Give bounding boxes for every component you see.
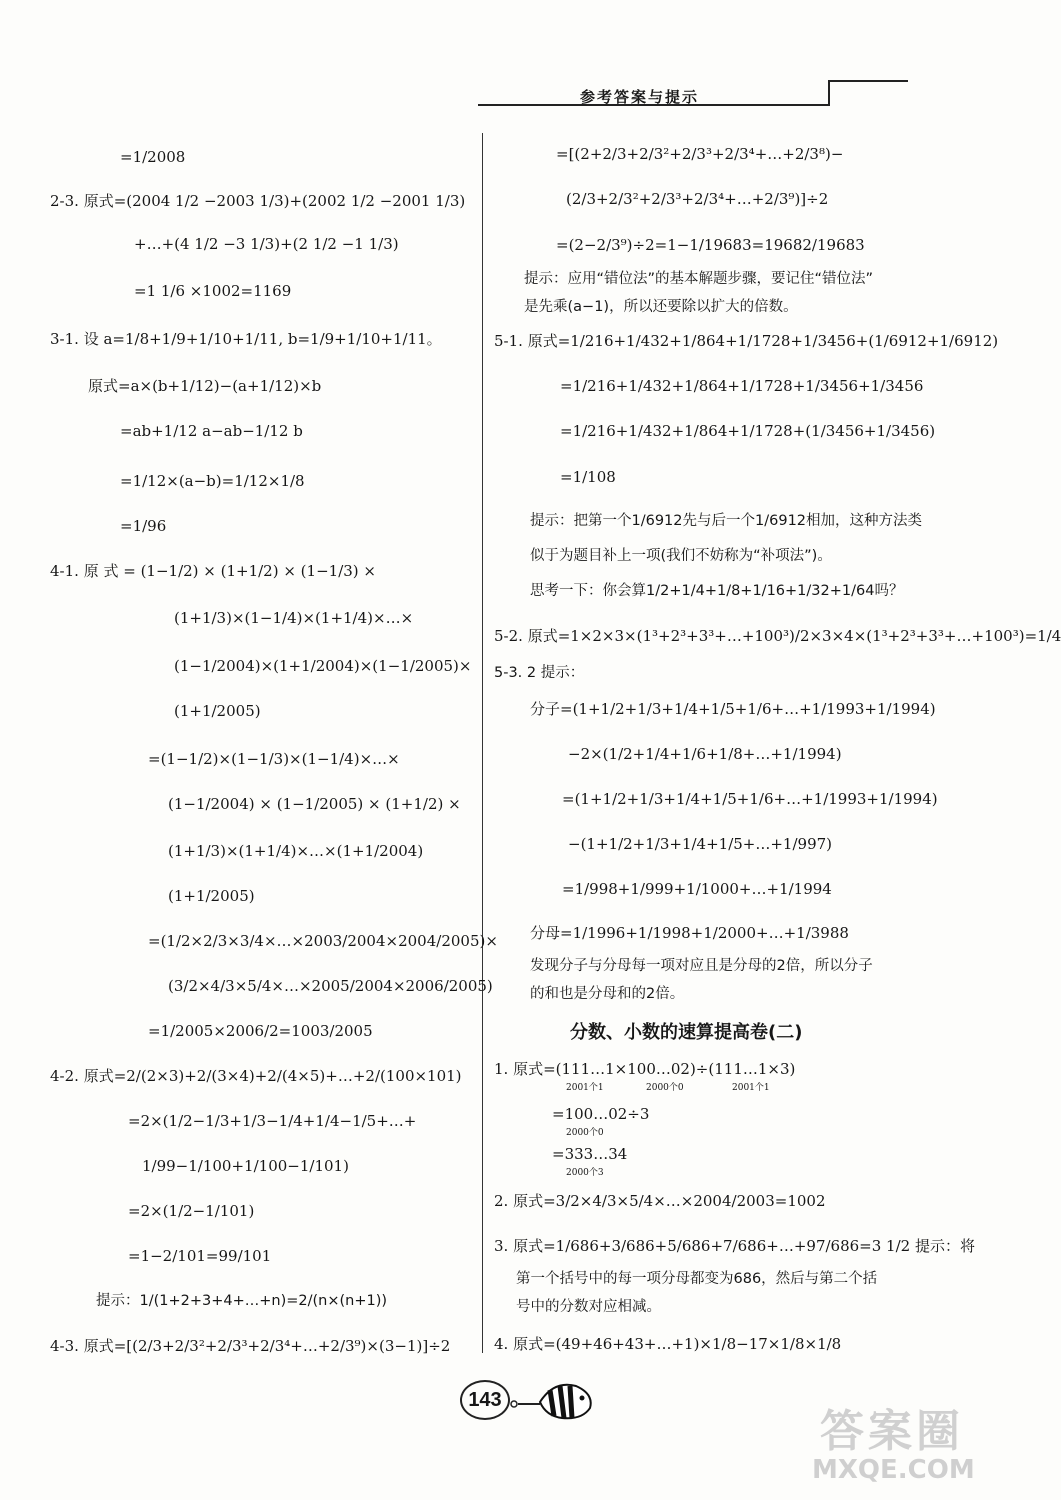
hint-line: 提示：把第一个1/6912先与后一个1/6912相加，这种方法类 [530, 513, 923, 529]
answer-line: =1/12×(a−b)=1/12×1/8 [120, 472, 305, 490]
answer-line: (2/3+2/3²+2/3³+2/3⁴+…+2/3⁹)]÷2 [566, 190, 829, 208]
hint-line: 思考一下：你会算1/2+1/4+1/8+1/16+1/32+1/64吗？ [530, 583, 904, 599]
answer-line: 原式=a×(b+1/12)−(a+1/12)×b [88, 377, 322, 395]
hint-line: 提示：1/(1+2+3+4+…+n)=2/(n×(n+1)) [96, 1293, 388, 1309]
column-divider [482, 133, 483, 1353]
hint-line: 发现分子与分母每一项对应且是分母的2倍，所以分子 [530, 958, 873, 974]
hint-line: 5-3. 2 提示： [494, 665, 585, 681]
answer-line: =1/216+1/432+1/864+1/1728+(1/3456+1/3456) [560, 422, 936, 440]
answer-line: 4-2. 原式=2/(2×3)+2/(3×4)+2/(4×5)+…+2/(100×101) [50, 1067, 462, 1085]
hint-line: 第一个括号中的每一项分母都变为686，然后与第二个括 [516, 1271, 878, 1287]
answer-line: =1/2008 [120, 148, 186, 166]
page-number: 143 [460, 1380, 510, 1420]
header-rule-top [828, 80, 908, 82]
answer-line: 4-1. 原 式 = (1−1/2) × (1+1/2) × (1−1/3) × [50, 562, 376, 580]
answer-line: =(2−2/3⁹)÷2=1−1/19683=19682/19683 [556, 236, 865, 254]
answer-line: (1+1/2005) [168, 887, 255, 905]
hint-line: 似于为题目补上一项(我们不妨称为“补项法”)。 [530, 548, 832, 564]
hint-line: 的和也是分母和的2倍。 [530, 986, 685, 1002]
answer-line: 1/99−1/100+1/100−1/101) [142, 1157, 349, 1175]
answer-line: (1+1/3)×(1−1/4)×(1+1/4)×…× [174, 609, 414, 627]
underbrace-label: 2001个1 [566, 1083, 604, 1093]
hint-line: 提示：应用“错位法”的基本解题步骤，要记住“错位法” [524, 271, 874, 287]
answer-line: =ab+1/12 a−ab−1/12 b [120, 422, 303, 440]
header-title: 参考答案与提示 [580, 88, 700, 106]
answer-line: =1 1/6 ×1002=1169 [134, 282, 292, 300]
answer-line: =100…02÷3 [552, 1105, 650, 1123]
answer-line: =(1+1/2+1/3+1/4+1/5+1/6+…+1/1993+1/1994) [562, 790, 938, 808]
answer-line: 分子=(1+1/2+1/3+1/4+1/5+1/6+…+1/1993+1/1994) [530, 700, 936, 718]
underbrace-label: 2000个0 [646, 1083, 684, 1093]
answer-line: =[(2+2/3+2/3²+2/3³+2/3⁴+…+2/3⁸)− [556, 145, 844, 163]
answer-line: =333…34 [552, 1145, 628, 1163]
header-rule-tick [828, 80, 830, 106]
underbrace-label: 2000个3 [566, 1168, 604, 1178]
answer-line: (1+1/3)×(1+1/4)×…×(1+1/2004) [168, 842, 424, 860]
answer-line: +…+(4 1/2 −3 1/3)+(2 1/2 −1 1/3) [134, 235, 399, 253]
answer-line: 2. 原式=3/2×4/3×5/4×…×2004/2003=1002 [494, 1192, 826, 1210]
answer-line: (3/2×4/3×5/4×…×2005/2004×2006/2005) [168, 977, 493, 995]
underbrace-label: 2000个0 [566, 1128, 604, 1138]
section-title: 分数、小数的速算提高卷(二) [570, 1022, 803, 1043]
answer-line: 2-3. 原式=(2004 1/2 −2003 1/3)+(2002 1/2 −2001 1/3) [50, 192, 466, 210]
answer-line: =(1/2×2/3×3/4×…×2003/2004×2004/2005)× [148, 932, 498, 950]
fish-mascot-icon [506, 1378, 596, 1422]
answer-line: =1/216+1/432+1/864+1/1728+1/3456+1/3456 [560, 377, 924, 395]
answer-line: 5-2. 原式=1×2×3×(1³+2³+3³+…+100³)/2×3×4×(1³+2³+3³+…+100³)=1/4 [494, 627, 1061, 645]
answer-line: =1/2005×2006/2=1003/2005 [148, 1022, 373, 1040]
answer-line: 4. 原式=(49+46+43+…+1)×1/8−17×1/8×1/8 [494, 1335, 842, 1353]
answer-line: (1+1/2005) [174, 702, 261, 720]
answer-line: 3. 原式=1/686+3/686+5/686+7/686+…+97/686=3 1/2 提示：将 [494, 1237, 975, 1255]
answer-line: =1/998+1/999+1/1000+…+1/1994 [562, 880, 832, 898]
answer-line: −(1+1/2+1/3+1/4+1/5+…+1/997) [568, 835, 833, 853]
hint-line: 号中的分数对应相减。 [516, 1299, 661, 1315]
answer-line: 1. 原式=(111…1×100…02)÷(111…1×3) [494, 1060, 796, 1078]
answer-line: (1−1/2004)×(1+1/2004)×(1−1/2005)× [174, 657, 472, 675]
underbrace-label: 2001个1 [732, 1083, 770, 1093]
answer-line: =1/108 [560, 468, 616, 486]
answer-line: =1−2/101=99/101 [128, 1247, 272, 1265]
answer-line: 5-1. 原式=1/216+1/432+1/864+1/1728+1/3456+(1/6912+1/6912) [494, 332, 999, 350]
answer-line: =1/96 [120, 517, 167, 535]
answer-line: −2×(1/2+1/4+1/6+1/8+…+1/1994) [568, 745, 842, 763]
answer-line: =(1−1/2)×(1−1/3)×(1−1/4)×…× [148, 750, 400, 768]
answer-line: =2×(1/2−1/101) [128, 1202, 255, 1220]
answer-line: 分母=1/1996+1/1998+1/2000+…+1/3988 [530, 924, 849, 942]
answer-line: 3-1. 设 a=1/8+1/9+1/10+1/11, b=1/9+1/10+1/11。 [50, 330, 442, 348]
hint-line: 是先乘(a−1)，所以还要除以扩大的倍数。 [524, 299, 798, 315]
watermark-logo: 答案圈 [820, 1406, 964, 1457]
answer-line: =2×(1/2−1/3+1/3−1/4+1/4−1/5+…+ [128, 1112, 417, 1130]
answer-line: (1−1/2004) × (1−1/2005) × (1+1/2) × [168, 795, 461, 813]
answer-line: 4-3. 原式=[(2/3+2/3²+2/3³+2/3⁴+…+2/3⁹)×(3−1)]÷2 [50, 1337, 451, 1355]
watermark-url: MXQE.COM [812, 1455, 975, 1485]
